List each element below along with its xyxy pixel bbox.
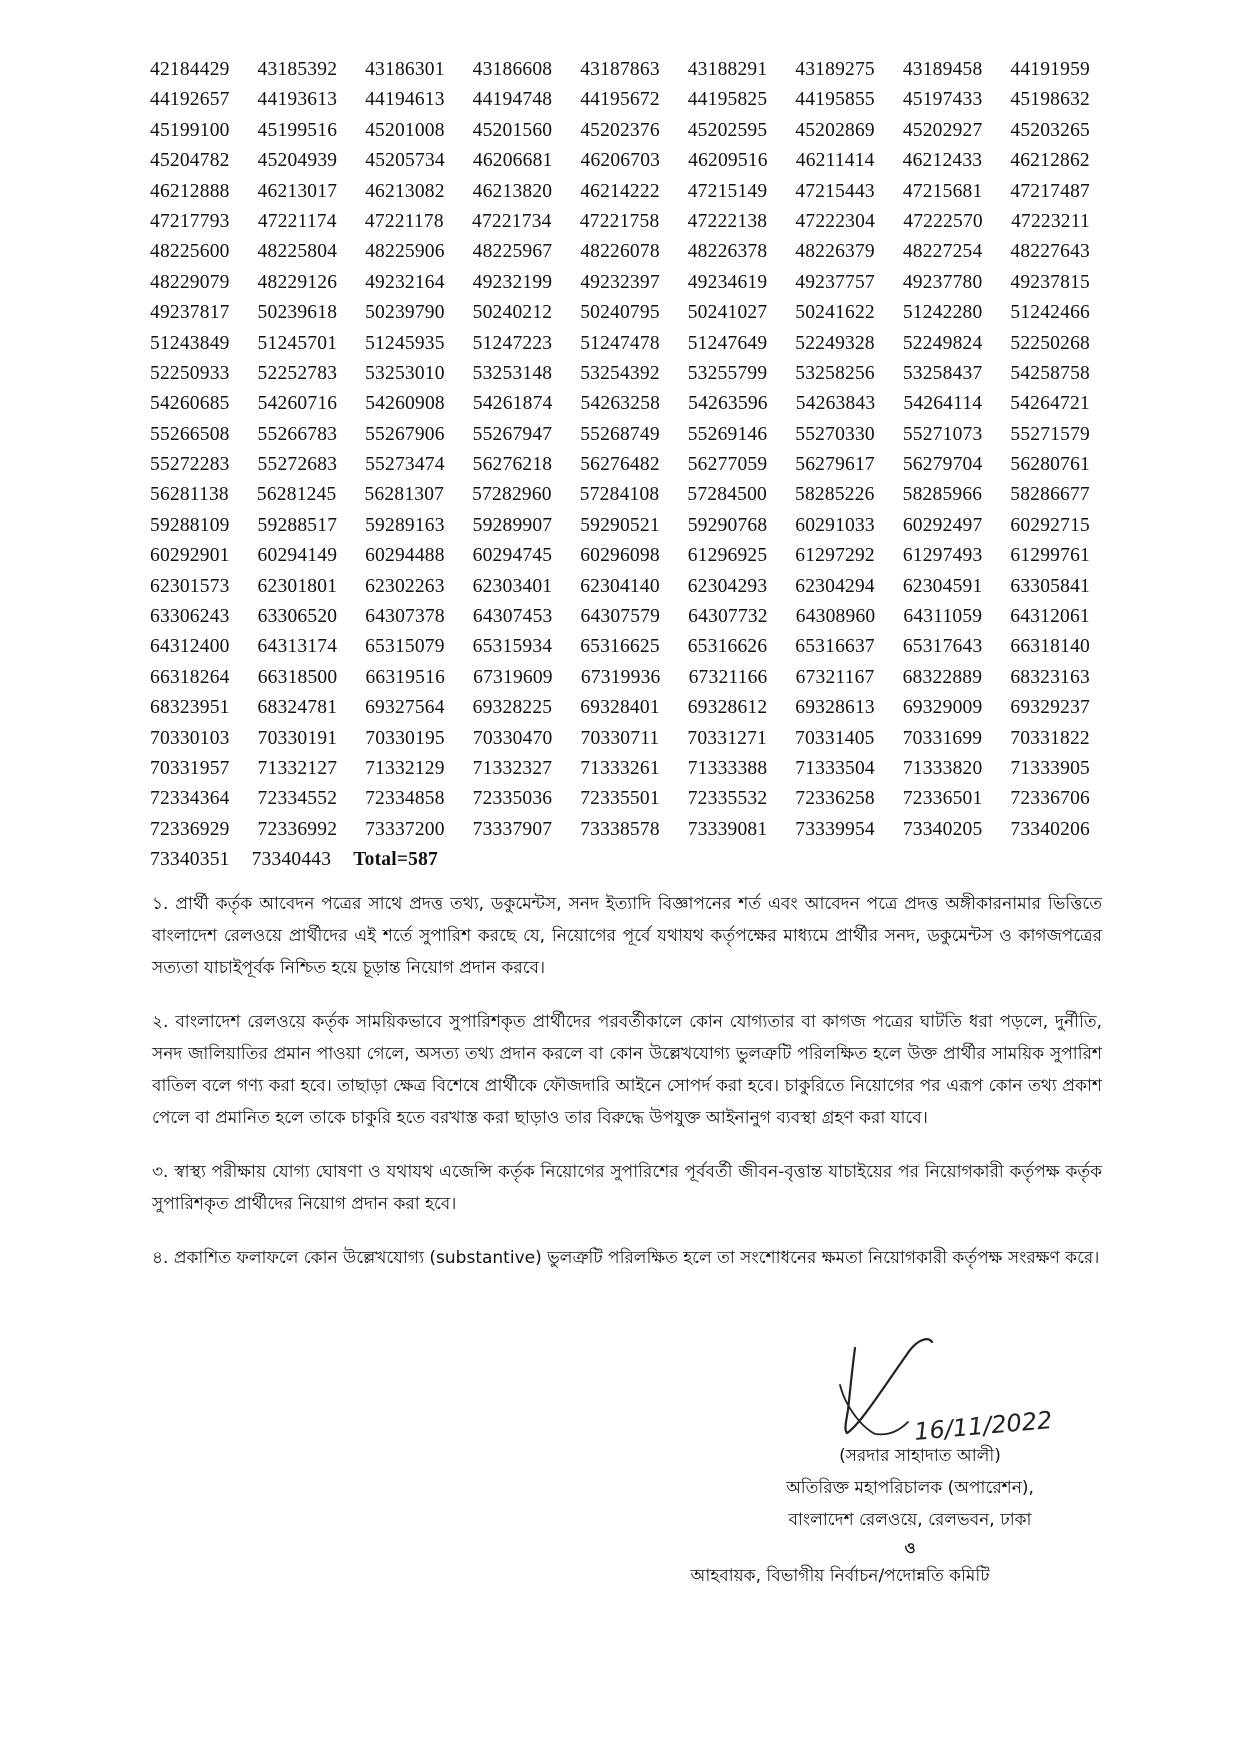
roll-number: 42184429 (150, 59, 230, 80)
roll-number: 72336501 (902, 788, 983, 810)
roll-row-last (150, 845, 1090, 875)
roll-number: 48225906 (365, 241, 445, 263)
roll-number: 73339081 (687, 818, 768, 840)
roll-number: 45204939 (257, 150, 338, 172)
roll-row (150, 754, 1090, 784)
roll-number: 68323163 (1010, 666, 1090, 688)
roll-number: 47217793 (150, 210, 230, 232)
roll-number: 43188291 (687, 59, 768, 80)
roll-number: 56281138 (150, 484, 229, 506)
roll-number: 71332129 (365, 757, 445, 779)
roll-number: 62301801 (257, 575, 338, 597)
roll-row (150, 480, 1090, 510)
total-count: Total=587 (353, 849, 439, 871)
roll-row (150, 359, 1090, 389)
signatory-name: (সরদার সাহাদাত আলী) (839, 1446, 1001, 1466)
condition-4: ৪. প্রকাশিত ফলাফলে কোন উল্লেখযোগ্য (substantive) ভুলত্রুটি পরিলক্ষিত হলে তা সংশোধনের ক্ষমতা নিয়োগকারী কর্তৃপক্ষ সংরক্ষণ করে। (152, 1248, 1100, 1268)
signatory-title: অতিরিক্ত মহাপরিচালক (অপারেশন), (786, 1478, 1034, 1498)
roll-number: 53253148 (472, 362, 553, 384)
roll-number: 64313174 (257, 636, 338, 658)
roll-number: 69328401 (580, 697, 660, 719)
roll-number: 66318140 (1010, 636, 1090, 658)
roll-number: 55272683 (257, 454, 338, 476)
roll-number: 50240212 (472, 302, 553, 324)
roll-number: 51245935 (365, 332, 445, 354)
roll-number: 54263596 (688, 393, 768, 415)
roll-number: 49237780 (902, 271, 983, 293)
roll-number: 61297493 (902, 545, 983, 567)
roll-number: 70330191 (257, 727, 338, 749)
roll-number: 47222138 (687, 210, 768, 232)
roll-number: 52252783 (257, 362, 338, 384)
roll-number: 50239618 (257, 302, 338, 324)
roll-number: 46213820 (472, 180, 553, 202)
roll-number-list (150, 55, 1090, 876)
roll-number: 64307732 (688, 606, 768, 628)
roll-number: 48225967 (472, 241, 553, 263)
roll-number: 68324781 (257, 697, 338, 719)
roll-number: 51245701 (257, 332, 338, 354)
roll-number: 73337907 (472, 818, 553, 840)
roll-number: 72335036 (472, 788, 553, 810)
roll-number: 55267947 (472, 423, 553, 445)
roll-number: 47223211 (1011, 210, 1090, 232)
roll-row (150, 268, 1090, 298)
roll-number: 52249824 (902, 332, 983, 354)
roll-number: 56279704 (902, 454, 983, 476)
roll-number: 45201560 (472, 119, 553, 141)
roll-number: 44194748 (472, 89, 553, 111)
roll-number: 49237817 (150, 302, 230, 324)
roll-number: 71333820 (902, 757, 983, 779)
roll-number: 51243849 (150, 332, 230, 354)
roll-number: 49232164 (365, 271, 445, 293)
roll-number: 71333504 (795, 757, 875, 779)
roll-number: 60294745 (472, 545, 553, 567)
roll-number: 47217487 (1010, 180, 1090, 202)
roll-number: 45205734 (365, 150, 445, 172)
roll-number: 43186301 (365, 59, 445, 80)
roll-number: 73340351 (150, 849, 230, 871)
roll-number: 46212433 (902, 150, 983, 172)
roll-number: 65316625 (580, 636, 660, 658)
roll-row (150, 329, 1090, 359)
roll-number: 70331822 (1010, 727, 1090, 749)
roll-number: 56279617 (795, 454, 875, 476)
roll-number: 67319609 (473, 666, 553, 688)
roll-number: 54263843 (795, 393, 876, 415)
roll-number: 60291033 (795, 514, 875, 536)
roll-number: 50241622 (795, 302, 875, 324)
roll-number: 48227254 (902, 241, 983, 263)
roll-number: 62304293 (687, 575, 768, 597)
roll-number: 49237757 (795, 271, 875, 293)
roll-number: 57282960 (472, 484, 552, 506)
roll-number: 62304591 (902, 575, 983, 597)
roll-number: 57284108 (579, 484, 660, 506)
roll-number: 46206681 (472, 150, 553, 172)
roll-number: 49237815 (1010, 271, 1090, 293)
roll-number: 43189275 (795, 59, 875, 80)
roll-number: 56281307 (364, 484, 445, 506)
signature-date: 16/11/2022 (913, 1406, 1054, 1446)
roll-number: 65316626 (687, 636, 768, 658)
roll-number: 47221734 (472, 210, 552, 232)
roll-number: 47221758 (579, 210, 660, 232)
roll-row (150, 724, 1090, 754)
roll-number: 62301573 (150, 575, 230, 597)
roll-number: 44195825 (687, 89, 768, 111)
roll-number: 64312061 (1010, 606, 1090, 628)
roll-number: 62304140 (580, 575, 660, 597)
roll-number: 53254392 (580, 362, 660, 384)
roll-row (150, 177, 1090, 207)
roll-number: 51242280 (902, 302, 983, 324)
roll-number: 66318500 (257, 666, 338, 688)
roll-number: 71332127 (257, 757, 338, 779)
roll-number: 72336992 (257, 818, 338, 840)
roll-number: 70331271 (687, 727, 768, 749)
roll-number: 68322889 (902, 666, 983, 688)
roll-number: 46213017 (257, 180, 338, 202)
roll-number: 46214222 (580, 180, 660, 202)
roll-row (150, 602, 1090, 632)
roll-row (150, 298, 1090, 328)
roll-number: 56277059 (687, 454, 768, 476)
roll-number: 73340443 (251, 849, 332, 871)
roll-number: 54260908 (365, 393, 445, 415)
roll-number: 50239790 (365, 302, 445, 324)
roll-number: 65316637 (795, 636, 875, 658)
roll-number: 52250933 (150, 362, 230, 384)
roll-number: 51247478 (580, 332, 660, 354)
roll-number: 53258437 (902, 362, 983, 384)
roll-number: 56276218 (472, 454, 553, 476)
roll-number: 64307453 (472, 606, 553, 628)
roll-number: 48229079 (150, 271, 230, 293)
roll-number: 64312400 (150, 636, 230, 658)
roll-number: 66318264 (150, 666, 230, 688)
roll-number: 72334552 (257, 788, 338, 810)
roll-number: 50240795 (580, 302, 660, 324)
roll-number: 72335501 (580, 788, 660, 810)
roll-number: 56281245 (256, 484, 337, 506)
roll-row (150, 420, 1090, 450)
roll-number: 63306520 (257, 606, 338, 628)
roll-number: 56276482 (580, 454, 660, 476)
roll-number: 46211414 (795, 150, 875, 172)
roll-number: 43186608 (472, 59, 553, 80)
roll-number: 54264114 (903, 393, 983, 415)
roll-number: 46206703 (580, 150, 661, 172)
roll-number: 55273474 (365, 454, 445, 476)
roll-number: 58285226 (795, 484, 875, 506)
roll-number: 69328613 (795, 697, 875, 719)
roll-row (150, 815, 1090, 845)
roll-row (150, 85, 1090, 115)
roll-number: 72336706 (1010, 788, 1090, 810)
roll-number: 61296925 (687, 545, 768, 567)
roll-number: 47221178 (364, 210, 444, 232)
roll-number: 48225804 (257, 241, 338, 263)
roll-number: 72336258 (795, 788, 875, 810)
roll-number: 70330711 (580, 727, 660, 749)
roll-number: 64311059 (903, 606, 983, 628)
roll-number: 43185392 (257, 59, 338, 80)
roll-number: 60294149 (257, 545, 338, 567)
roll-row (150, 389, 1090, 419)
roll-number: 53258256 (795, 362, 875, 384)
roll-number: 52249328 (795, 332, 875, 354)
roll-number: 52250268 (1010, 332, 1090, 354)
roll-number: 57284500 (687, 484, 768, 506)
roll-number: 69328225 (472, 697, 553, 719)
roll-number: 71332327 (472, 757, 553, 779)
roll-number: 46212862 (1010, 150, 1090, 172)
roll-number: 64307378 (365, 606, 445, 628)
roll-number: 54260685 (150, 393, 230, 415)
roll-number: 48226078 (580, 241, 660, 263)
roll-number: 48226378 (687, 241, 768, 263)
roll-number: 46209516 (688, 150, 768, 172)
roll-number: 49232397 (580, 271, 660, 293)
roll-number: 67321166 (688, 666, 768, 688)
roll-number: 55271073 (902, 423, 983, 445)
roll-number: 73340205 (902, 818, 983, 840)
roll-number: 72336929 (150, 818, 230, 840)
roll-number: 44193613 (257, 89, 338, 111)
roll-number: 73337200 (365, 818, 445, 840)
roll-row (150, 55, 1090, 85)
roll-number: 73340206 (1010, 818, 1090, 840)
roll-number: 55271579 (1010, 423, 1090, 445)
roll-number: 67319936 (580, 666, 661, 688)
roll-number: 69328612 (687, 697, 768, 719)
roll-number: 68323951 (150, 697, 230, 719)
roll-number: 72335532 (687, 788, 768, 810)
roll-number: 47215681 (902, 180, 983, 202)
roll-number: 50241027 (687, 302, 768, 324)
conditions-section (152, 888, 1102, 1296)
roll-number: 59288109 (150, 514, 230, 536)
roll-number: 70331699 (902, 727, 983, 749)
roll-number: 54260716 (257, 393, 338, 415)
roll-number: 48229126 (257, 271, 338, 293)
roll-number: 47215443 (795, 180, 875, 202)
roll-row (150, 116, 1090, 146)
roll-number: 45202376 (580, 119, 660, 141)
roll-number: 61299761 (1010, 545, 1090, 567)
roll-number: 45202595 (687, 119, 768, 141)
signatory-office: বাংলাদেশ রেলওয়ে, রেলভবন, ঢাকা (788, 1510, 1032, 1530)
roll-number: 63305841 (1010, 575, 1090, 597)
roll-number: 44194613 (365, 89, 445, 111)
roll-number: 59289163 (365, 514, 445, 536)
roll-number: 58286677 (1010, 484, 1090, 506)
signatory-block (690, 1440, 1120, 1592)
roll-number: 44192657 (150, 89, 230, 111)
roll-number: 70330195 (365, 727, 445, 749)
roll-number: 45203265 (1010, 119, 1090, 141)
roll-number: 62303401 (472, 575, 553, 597)
roll-number: 45201008 (365, 119, 445, 141)
roll-number: 51242466 (1010, 302, 1090, 324)
roll-number: 51247223 (472, 332, 553, 354)
roll-number: 65315934 (472, 636, 553, 658)
roll-number: 66319516 (365, 666, 446, 688)
signatory-conjunction: ও (904, 1539, 916, 1557)
condition-3: ৩. স্বাস্থ্য পরীক্ষায় যোগ্য ঘোষণা ও যথাযথ এজেন্সি কর্তৃক নিয়োগের সুপারিশের পূর্ববর্তী জীবন-বৃত্তান্ত যাচাইয়ের পর নিয়োগকারী কর্তৃপক্ষ কর্তৃক সুপারিশকৃত প্রার্থীদের নিয়োগ প্রদান করা হবে। (152, 1162, 1102, 1214)
condition-1: ১. প্রার্থী কর্তৃক আবেদন পত্রের সাথে প্রদত্ত তথ্য, ডকুমেন্টস, সনদ ইত্যাদি বিজ্ঞাপনের শর্ত এবং আবেদন পত্রে প্রদত্ত অঙ্গীকারনামার ভিত্তিতে বাংলাদেশ রেলওয়ে প্রার্থীদের এই শর্তে সুপারিশ করছে যে, নিয়োগের পূর্বে যথাযথ কর্তৃপক্ষের মাধ্যমে প্রার্থীর সনদ, ডকুমেন্টস ও কাগজপত্রের সত্যতা যাচাইপূর্বক নিশ্চিত হয়ে চূড়ান্ত নিয়োগ প্রদান করবে। (152, 894, 1102, 978)
roll-number: 49234619 (687, 271, 768, 293)
roll-row (150, 207, 1090, 237)
roll-number: 59290521 (580, 514, 660, 536)
roll-number: 56280761 (1010, 454, 1090, 476)
roll-number: 69327564 (365, 697, 445, 719)
roll-row (150, 511, 1090, 541)
roll-number: 70331957 (150, 757, 230, 779)
roll-number: 60292715 (1010, 514, 1090, 536)
roll-number: 47215149 (687, 180, 768, 202)
roll-number: 45204782 (150, 150, 230, 172)
roll-number: 55268749 (580, 423, 660, 445)
roll-number: 43189458 (902, 59, 983, 80)
roll-number: 65317643 (902, 636, 983, 658)
roll-row (150, 146, 1090, 176)
roll-number: 62302263 (365, 575, 445, 597)
roll-number: 49232199 (472, 271, 553, 293)
roll-row (150, 450, 1090, 480)
roll-number: 51247649 (687, 332, 768, 354)
signatory-committee: আহবায়ক, বিভাগীয় নির্বাচন/পদোন্নতি কমিটি (690, 1566, 990, 1586)
roll-number: 62304294 (795, 575, 875, 597)
roll-number: 69329237 (1010, 697, 1090, 719)
roll-number: 45197433 (902, 89, 983, 111)
roll-number: 65315079 (365, 636, 445, 658)
roll-number: 44191959 (1010, 59, 1090, 80)
roll-number: 70330103 (150, 727, 230, 749)
roll-row (150, 784, 1090, 814)
roll-number: 55266783 (257, 423, 338, 445)
roll-number: 44195855 (795, 89, 875, 111)
roll-number: 71333261 (580, 757, 660, 779)
roll-number: 48227643 (1010, 241, 1090, 263)
roll-number: 59288517 (257, 514, 338, 536)
roll-number: 63306243 (150, 606, 230, 628)
roll-number: 47222570 (903, 210, 983, 232)
roll-number: 46213082 (365, 180, 445, 202)
condition-2: ২. বাংলাদেশ রেলওয়ে কর্তৃক সাময়িকভাবে সুপারিশকৃত প্রার্থীদের পরবর্তীকালে কোন যোগ্যতার বা কাগজ পত্রের ঘাটতি ধরা পড়লে, দুর্নীতি, সনদ জালিয়াতির প্রমান পাওয়া গেলে, অসত্য তথ্য প্রদান করলে বা কোন উল্লেখযোগ্য ভুলত্রুটি পরিলক্ষিত হলে উক্ত প্রার্থীর সাময়িক সুপারিশ বাতিল বলে গণ্য করা হবে। তাছাড়া ক্ষেত্র বিশেষে প্রার্থীকে ফৌজদারি আইনে সোপর্দ করা হবে। চাকুরিতে নিয়োগের পর এরূপ কোন তথ্য প্রকাশ পেলে বা প্রমানিত হলে তাকে চাকুরি হতে বরখাস্ত করা ছাড়াও তার বিরুদ্ধে উপযুক্ত আইনানুগ ব্যবস্থা গ্রহণ করা যাবে। (152, 1012, 1102, 1128)
roll-number: 71333388 (687, 757, 768, 779)
roll-number: 72334364 (150, 788, 230, 810)
roll-row (150, 693, 1090, 723)
roll-number: 60294488 (365, 545, 445, 567)
roll-number: 53253010 (365, 362, 445, 384)
roll-number: 73338578 (580, 818, 660, 840)
roll-number: 45199100 (150, 119, 230, 141)
roll-number: 60292901 (150, 545, 230, 567)
roll-number: 58285966 (902, 484, 983, 506)
roll-number: 46212888 (150, 180, 230, 202)
roll-number: 72334858 (365, 788, 445, 810)
roll-number: 54264721 (1010, 393, 1090, 415)
roll-number: 54258758 (1010, 362, 1090, 384)
roll-number: 45202927 (902, 119, 983, 141)
roll-number: 64307579 (580, 606, 661, 628)
roll-number: 47222304 (795, 210, 876, 232)
roll-number: 70331405 (795, 727, 875, 749)
roll-number: 55266508 (150, 423, 230, 445)
roll-number: 53255799 (687, 362, 768, 384)
roll-number: 54261874 (472, 393, 553, 415)
roll-row (150, 237, 1090, 267)
roll-number: 73339954 (795, 818, 875, 840)
roll-number: 43187863 (580, 59, 660, 80)
handwritten-signature (800, 1330, 1060, 1450)
roll-number: 55267906 (365, 423, 445, 445)
roll-number: 55272283 (150, 454, 230, 476)
roll-row (150, 663, 1090, 693)
roll-number: 60292497 (902, 514, 983, 536)
roll-number: 69329009 (902, 697, 983, 719)
roll-number: 59289907 (472, 514, 553, 536)
roll-number: 67321167 (795, 666, 875, 688)
roll-number: 55270330 (795, 423, 875, 445)
roll-number: 45198632 (1010, 89, 1090, 111)
roll-number: 45202869 (795, 119, 875, 141)
roll-number: 70330470 (472, 727, 553, 749)
roll-number: 54263258 (580, 393, 661, 415)
roll-number: 47221174 (257, 210, 337, 232)
roll-number: 64308960 (795, 606, 876, 628)
roll-number: 44195672 (580, 89, 660, 111)
roll-row (150, 541, 1090, 571)
roll-row (150, 572, 1090, 602)
roll-number: 45199516 (257, 119, 338, 141)
roll-number: 55269146 (687, 423, 768, 445)
roll-number: 61297292 (795, 545, 875, 567)
roll-number: 48225600 (150, 241, 230, 263)
roll-number: 71333905 (1010, 757, 1090, 779)
roll-number: 48226379 (795, 241, 875, 263)
roll-row (150, 632, 1090, 662)
roll-number: 60296098 (580, 545, 660, 567)
roll-number: 59290768 (687, 514, 768, 536)
